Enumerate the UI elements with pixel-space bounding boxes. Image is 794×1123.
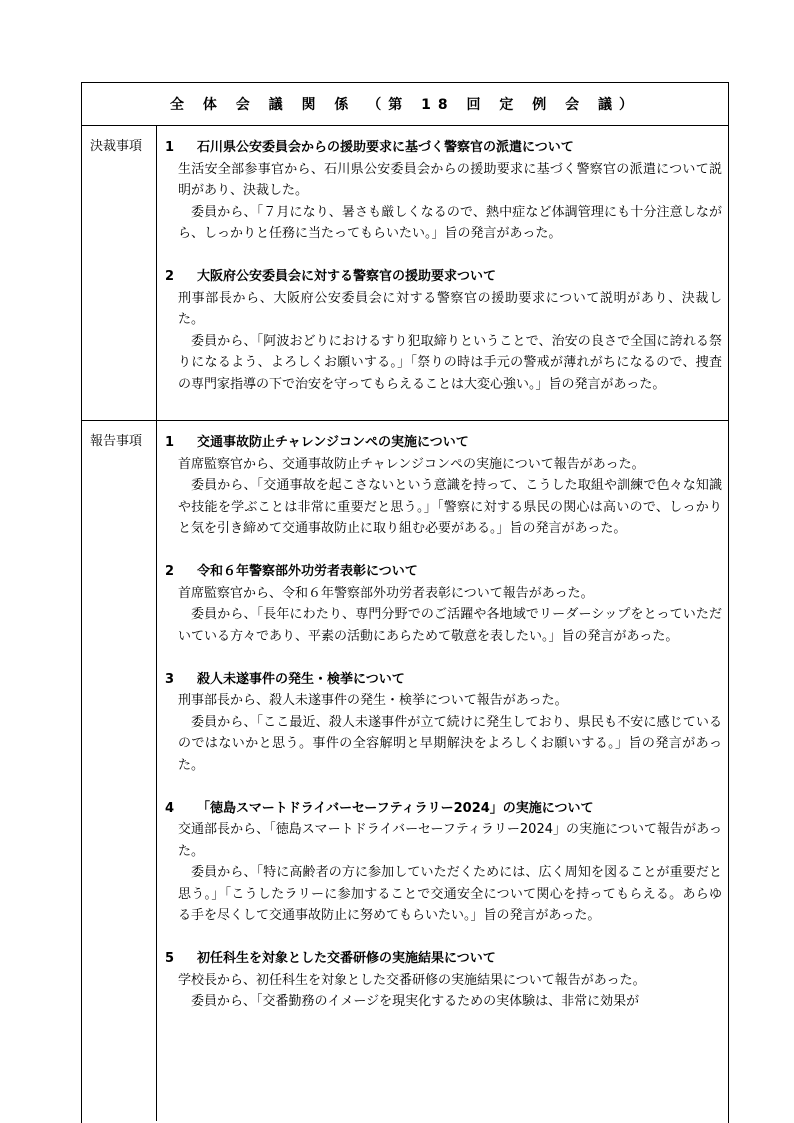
item-number: 3 (165, 671, 175, 687)
item-paragraph: 刑事部長から、大阪府公安委員会に対する警察官の援助要求について説明があり、決裁した。 (178, 290, 722, 327)
agenda-item (165, 432, 722, 540)
item-paragraph: 学校長から、初任科生を対象とした交番研修の実施結果について報告があった。 (178, 972, 646, 988)
agenda-item (165, 669, 722, 777)
item-heading (165, 669, 722, 691)
section-label: 決裁事項 (82, 126, 157, 420)
agenda-item (165, 948, 722, 1013)
item-paragraph: 委員から、「阿波おどりにおけるすり犯取締りということで、治安の良さで全国に誇れる祭りになるよう、よろしくお願いする。」「祭りの時は手元の警戒が薄れがちになるので、捜査の専門家指導の下で治安を守ってもらえることは大変心強い。」旨の発言があった。 (178, 333, 722, 392)
item-paragraph: 委員から、「特に高齢者の方に参加していただくためには、広く周知を図ることが重要だと思う。」「こうしたラリーに参加することで交通安全について関心を持ってもらえる。あらゆる手を尽くして交通事故防止に努めてもらいたい。」旨の発言があった。 (178, 865, 722, 923)
table-title: 全 体 会 議 関 係 （第 18 回 定 例 会 議） (82, 83, 728, 126)
agenda-item (165, 561, 722, 647)
item-paragraph: 委員から、「長年にわたり、専門分野でのご活躍や各地域でリーダーシップをとっていただいている方々であり、平素の活動にあらためて敬意を表したい。」旨の発言があった。 (178, 607, 722, 644)
item-number: 1 (165, 435, 175, 450)
agenda-item (165, 266, 722, 395)
agenda-item (165, 137, 722, 245)
item-title: 大阪府公安委員会に対する警察官の援助要求ついて (197, 269, 497, 284)
item-heading (165, 432, 722, 454)
item-paragraph: 委員から、「交番勤務のイメージを現実化するための実体験は、非常に効果が (191, 994, 640, 1009)
item-number: 2 (165, 269, 175, 284)
item-paragraph: 委員から、「ここ最近、殺人未遂事件が立て続けに発生しており、県民も不安に感じているのではないかと思う。事件の全容解明と早期解決をよろしくお願いする。」旨の発言があった。 (178, 714, 722, 773)
item-title: 初任科生を対象とした交番研修の実施結果について (197, 951, 496, 966)
item-title: 「徳島スマートドライバーセーフティラリー2024」の実施について (197, 800, 594, 816)
section-decisions (82, 126, 728, 421)
agenda-item (165, 798, 722, 927)
item-number: 4 (165, 800, 175, 816)
item-paragraph: 委員から、「交通事故を起こさないという意識を持って、こうした取組や訓練で色々な知識や技能を学ぶことは非常に重要だと思う。」「警察に対する県民の関心は高いので、しっかりと気を引き締めて交通事故防止に取り組む必要がある。」旨の発言があった。 (178, 478, 722, 536)
item-paragraph: 交通部長から、「徳島スマートドライバーセーフティラリー2024」の実施について報告があった。 (178, 822, 722, 859)
item-paragraph: 委員から、「７月になり、暑さも厳しくなるので、熱中症など体調管理にも十分注意しながら、しっかりと任務に当たってもらいたい。」旨の発言があった。 (178, 204, 722, 241)
item-heading (165, 561, 722, 583)
item-heading (165, 137, 722, 159)
minutes-table (81, 82, 729, 1123)
item-heading (165, 266, 722, 288)
section-label: 報告事項 (82, 421, 157, 1121)
section-content (157, 421, 728, 1121)
item-title: 殺人未遂事件の発生・検挙について (197, 671, 405, 687)
item-heading (165, 798, 722, 820)
item-title: 令和６年警察部外功労者表彰について (197, 564, 418, 579)
item-paragraph: 首席監察官から、令和６年警察部外功労者表彰について報告があった。 (178, 585, 594, 601)
item-title: 石川県公安委員会からの援助要求に基づく警察官の派遣について (197, 140, 574, 155)
item-paragraph: 生活安全部参事官から、石川県公安委員会からの援助要求に基づく警察官の派遣について説明があり、決裁した。 (178, 161, 722, 198)
item-paragraph: 首席監察官から、交通事故防止チャレンジコンペの実施について報告があった。 (178, 456, 645, 472)
section-reports (82, 421, 728, 1121)
section-content (157, 126, 728, 420)
item-number: 2 (165, 564, 175, 579)
item-number: 1 (165, 140, 175, 155)
item-heading (165, 948, 722, 970)
item-number: 5 (165, 951, 175, 966)
item-title: 交通事故防止チャレンジコンペの実施について (197, 435, 469, 450)
item-paragraph: 刑事部長から、殺人未遂事件の発生・検挙について報告があった。 (178, 693, 568, 708)
